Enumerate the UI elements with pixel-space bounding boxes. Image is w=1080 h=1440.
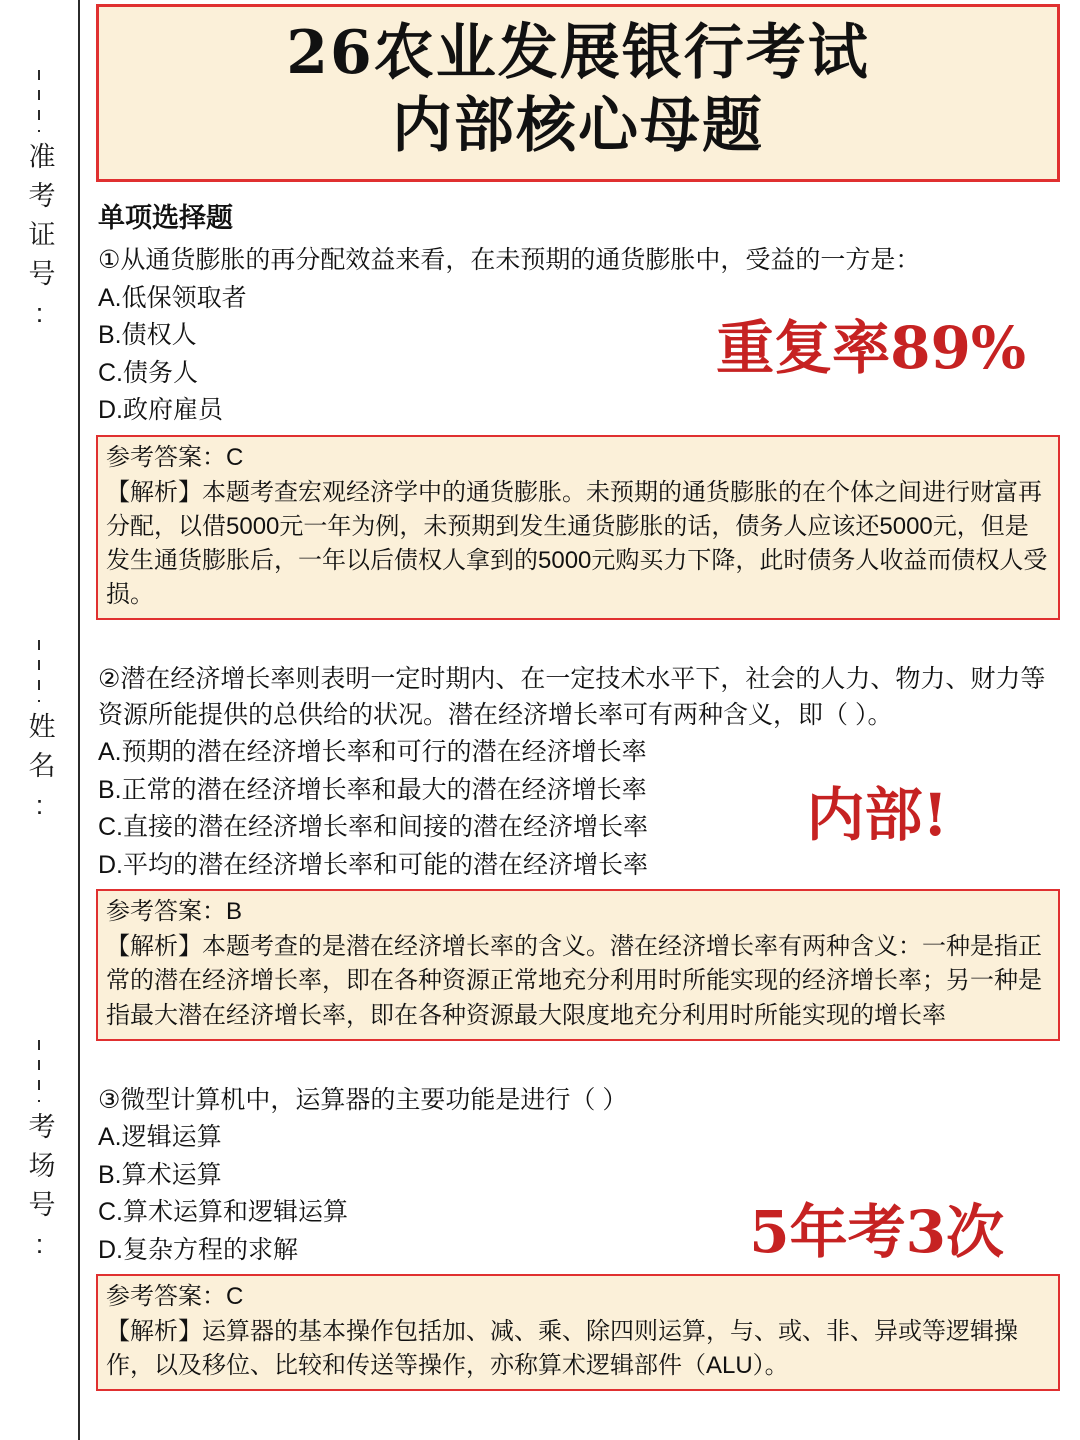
margin-field-exam-room (0, 1040, 78, 1271)
section-heading: 单项选择题 (98, 203, 233, 234)
dashed-line-icon (38, 1040, 40, 1102)
question-block (96, 662, 1060, 1040)
margin-field-label: 准考证号: (24, 142, 55, 340)
dashed-line-icon (38, 640, 40, 702)
title-banner (96, 4, 1060, 182)
answer-label: 参考答案：C (106, 1283, 244, 1311)
question-option: A.低保领取者 (98, 283, 247, 312)
question-option: D.复杂方程的求解 (98, 1235, 299, 1264)
margin-field-label: 考场号: (24, 1112, 55, 1271)
margin-field-label: 姓名: (24, 712, 55, 832)
question-stem: ③微型计算机中，运算器的主要功能是进行（ ） (98, 1085, 628, 1114)
answer-box (96, 1274, 1060, 1391)
exam-paper-sheet (86, 0, 1080, 1440)
stamp-frequency: 5年考3次 (749, 1197, 1004, 1266)
answer-label: 参考答案：C (106, 443, 244, 471)
margin-divider-line (78, 0, 80, 1440)
question-block (96, 243, 1060, 620)
question-option: B.算术运算 (98, 1160, 222, 1189)
title-line-1: 26农业发展银行考试 (286, 18, 870, 88)
dashed-line-icon (38, 70, 40, 132)
question-option: D.平均的潜在经济增长率和可能的潜在经济增长率 (98, 850, 649, 879)
margin-field-name (0, 640, 78, 832)
title-line-2: 内部核心母题 (392, 91, 764, 162)
question-option: D.政府雇员 (98, 396, 224, 425)
question-stem: ①从通货膨胀的再分配效益来看，在未预期的通货膨胀中，受益的一方是： (98, 246, 921, 275)
question-option: A.逻辑运算 (98, 1123, 222, 1152)
stamp-repeat-rate: 重复率89% (716, 314, 1026, 383)
spacer (92, 1041, 1064, 1075)
answer-label: 参考答案：B (106, 898, 243, 926)
question-option: C.算术运算和逻辑运算 (98, 1198, 349, 1227)
question-stem: ②潜在经济增长率则表明一定时期内、在一定技术水平下，社会的人力、物力、财力等资源所能提供的总供给的状况。潜在经济增长率可有两种含义，即（ ）。 (98, 665, 1046, 729)
question-option: A.预期的潜在经济增长率和可行的潜在经济增长率 (98, 738, 647, 767)
question-option: B.债权人 (98, 321, 197, 350)
question-option: C.直接的潜在经济增长率和间接的潜在经济增长率 (98, 813, 649, 842)
left-margin-strip (0, 0, 86, 1440)
spacer (92, 620, 1064, 654)
margin-field-admission-number (0, 70, 78, 340)
answer-explanation: 【解析】本题考查的是潜在经济增长率的含义。潜在经济增长率有两种含义：一种是指正常的潜在经济增长率，即在各种资源正常地充分利用时所能实现的经济增长率；另一种是指最大潜在经济增长率，即在各种资源最大限度地充分利用时所能实现的增长率 (106, 933, 1042, 1029)
answer-explanation: 【解析】本题考查宏观经济学中的通货膨胀。未预期的通货膨胀的在个体之间进行财富再分配，以借5000元一年为例，未预期到发生通货膨胀的话，债务人应该还5000元，但是发生通货膨胀后，一年以后债权人拿到的5000元购买力下降，此时债务人收益而债权人受损。 (106, 478, 1048, 609)
question-option: C.债务人 (98, 358, 199, 387)
question-block (96, 1083, 1060, 1392)
answer-explanation: 【解析】运算器的基本操作包括加、减、乘、除四则运算，与、或、非、异或等逻辑操作，以及移位、比较和传送等操作，亦称算术逻辑部件（ALU）。 (106, 1318, 1018, 1380)
stamp-internal: 内部! (806, 781, 948, 850)
answer-box (96, 435, 1060, 620)
question-option: B.正常的潜在经济增长率和最大的潜在经济增长率 (98, 775, 647, 804)
answer-box (96, 889, 1060, 1040)
